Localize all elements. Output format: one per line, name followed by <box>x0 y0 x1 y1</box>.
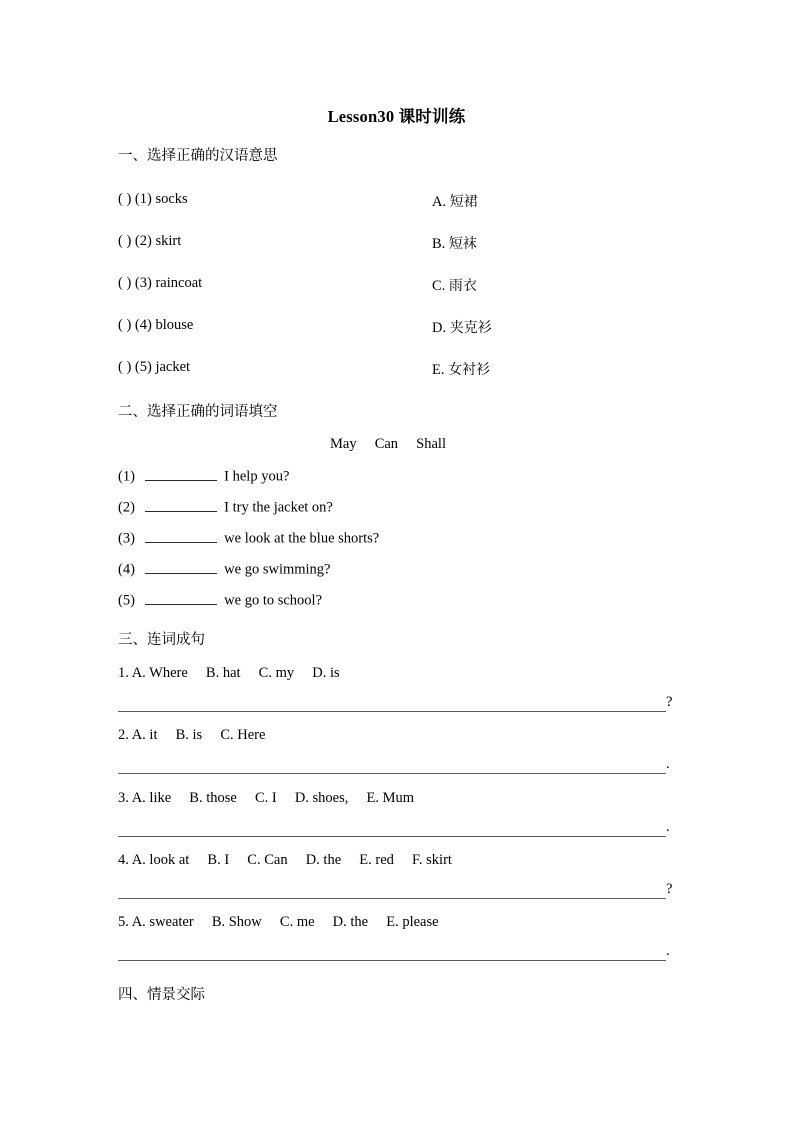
fill-blank-input[interactable] <box>145 561 217 574</box>
fill-number: (2) <box>118 499 135 516</box>
match-item-5 <box>118 359 190 376</box>
fill-blank-input[interactable] <box>145 499 217 512</box>
match-word: skirt <box>155 233 182 249</box>
match-item-2 <box>118 233 181 250</box>
scramble-prompt-3: 3. A. like B. those C. I D. shoes, E. Mum <box>118 790 415 806</box>
fill-item-5 <box>118 592 322 609</box>
fill-text: we go swimming? <box>224 561 331 578</box>
section-heading-1: 一、选择正确的汉语意思 <box>118 148 278 164</box>
scramble-prompt-5: 5. A. sweater B. Show C. me D. the E. please <box>118 914 439 930</box>
match-word: jacket <box>155 359 191 375</box>
match-option-e <box>432 359 490 379</box>
option-text: 短裙 <box>449 194 478 210</box>
answer-line-3[interactable] <box>118 836 666 837</box>
match-option-b <box>432 233 477 253</box>
match-bracket[interactable]: ( ) <box>118 275 132 291</box>
fill-text: we go to school? <box>224 592 323 609</box>
answer-line-5[interactable] <box>118 960 666 961</box>
option-text: 短袜 <box>448 236 477 252</box>
scramble-prompt-4: 4. A. look at B. I C. Can D. the E. red F. skirt <box>118 852 452 868</box>
answer-line-2[interactable] <box>118 773 666 774</box>
scramble-prompt-2: 2. A. it B. is C. Here <box>118 727 266 743</box>
match-bracket[interactable]: ( ) <box>118 317 132 333</box>
word-bank: May Can Shall <box>330 436 446 452</box>
option-text: 夹克衫 <box>449 320 492 336</box>
fill-text: I try the jacket on? <box>224 499 333 516</box>
answer-punct-5: . <box>666 943 670 959</box>
match-item-3 <box>118 275 202 292</box>
match-number: (2) <box>134 233 152 249</box>
fill-blank-input[interactable] <box>145 592 217 605</box>
match-number: (4) <box>134 317 152 333</box>
match-option-a <box>432 191 478 211</box>
option-letter: E. <box>432 362 445 378</box>
fill-text: I help you? <box>224 468 290 485</box>
answer-punct-1: ? <box>666 694 673 710</box>
option-letter: B. <box>432 236 446 252</box>
match-word: blouse <box>155 317 194 333</box>
option-letter: D. <box>432 320 447 336</box>
fill-number: (4) <box>118 561 135 578</box>
match-option-d <box>432 317 492 337</box>
match-bracket[interactable]: ( ) <box>118 233 132 249</box>
section-heading-4: 四、情景交际 <box>118 987 205 1003</box>
option-text: 雨衣 <box>448 278 477 294</box>
answer-line-4[interactable] <box>118 898 666 899</box>
match-number: (1) <box>134 191 152 207</box>
match-item-1 <box>118 191 188 208</box>
answer-punct-4: ? <box>666 881 673 897</box>
answer-punct-2: . <box>666 756 670 772</box>
section-heading-3: 三、连词成句 <box>118 632 205 648</box>
fill-number: (5) <box>118 592 135 609</box>
match-bracket[interactable]: ( ) <box>118 191 132 207</box>
fill-item-1 <box>118 468 289 485</box>
match-word: socks <box>155 191 188 207</box>
match-option-c <box>432 275 477 295</box>
option-letter: A. <box>432 194 447 210</box>
fill-blank-input[interactable] <box>145 530 217 543</box>
section-heading-2: 二、选择正确的词语填空 <box>118 404 278 420</box>
fill-item-3 <box>118 530 379 547</box>
fill-number: (1) <box>118 468 135 485</box>
fill-text: we look at the blue shorts? <box>224 530 380 547</box>
fill-number: (3) <box>118 530 135 547</box>
option-text: 女衬衫 <box>448 362 491 378</box>
match-word: raincoat <box>155 275 203 291</box>
scramble-prompt-1: 1. A. Where B. hat C. my D. is <box>118 665 340 681</box>
match-bracket[interactable]: ( ) <box>118 359 132 375</box>
match-number: (5) <box>134 359 152 375</box>
fill-blank-input[interactable] <box>145 468 217 481</box>
answer-punct-3: . <box>666 819 670 835</box>
answer-line-1[interactable] <box>118 711 666 712</box>
match-number: (3) <box>134 275 152 291</box>
page-title: Lesson30 课时训练 <box>327 107 466 126</box>
option-letter: C. <box>432 278 446 294</box>
fill-item-2 <box>118 499 333 516</box>
fill-item-4 <box>118 561 331 578</box>
match-item-4 <box>118 317 193 334</box>
